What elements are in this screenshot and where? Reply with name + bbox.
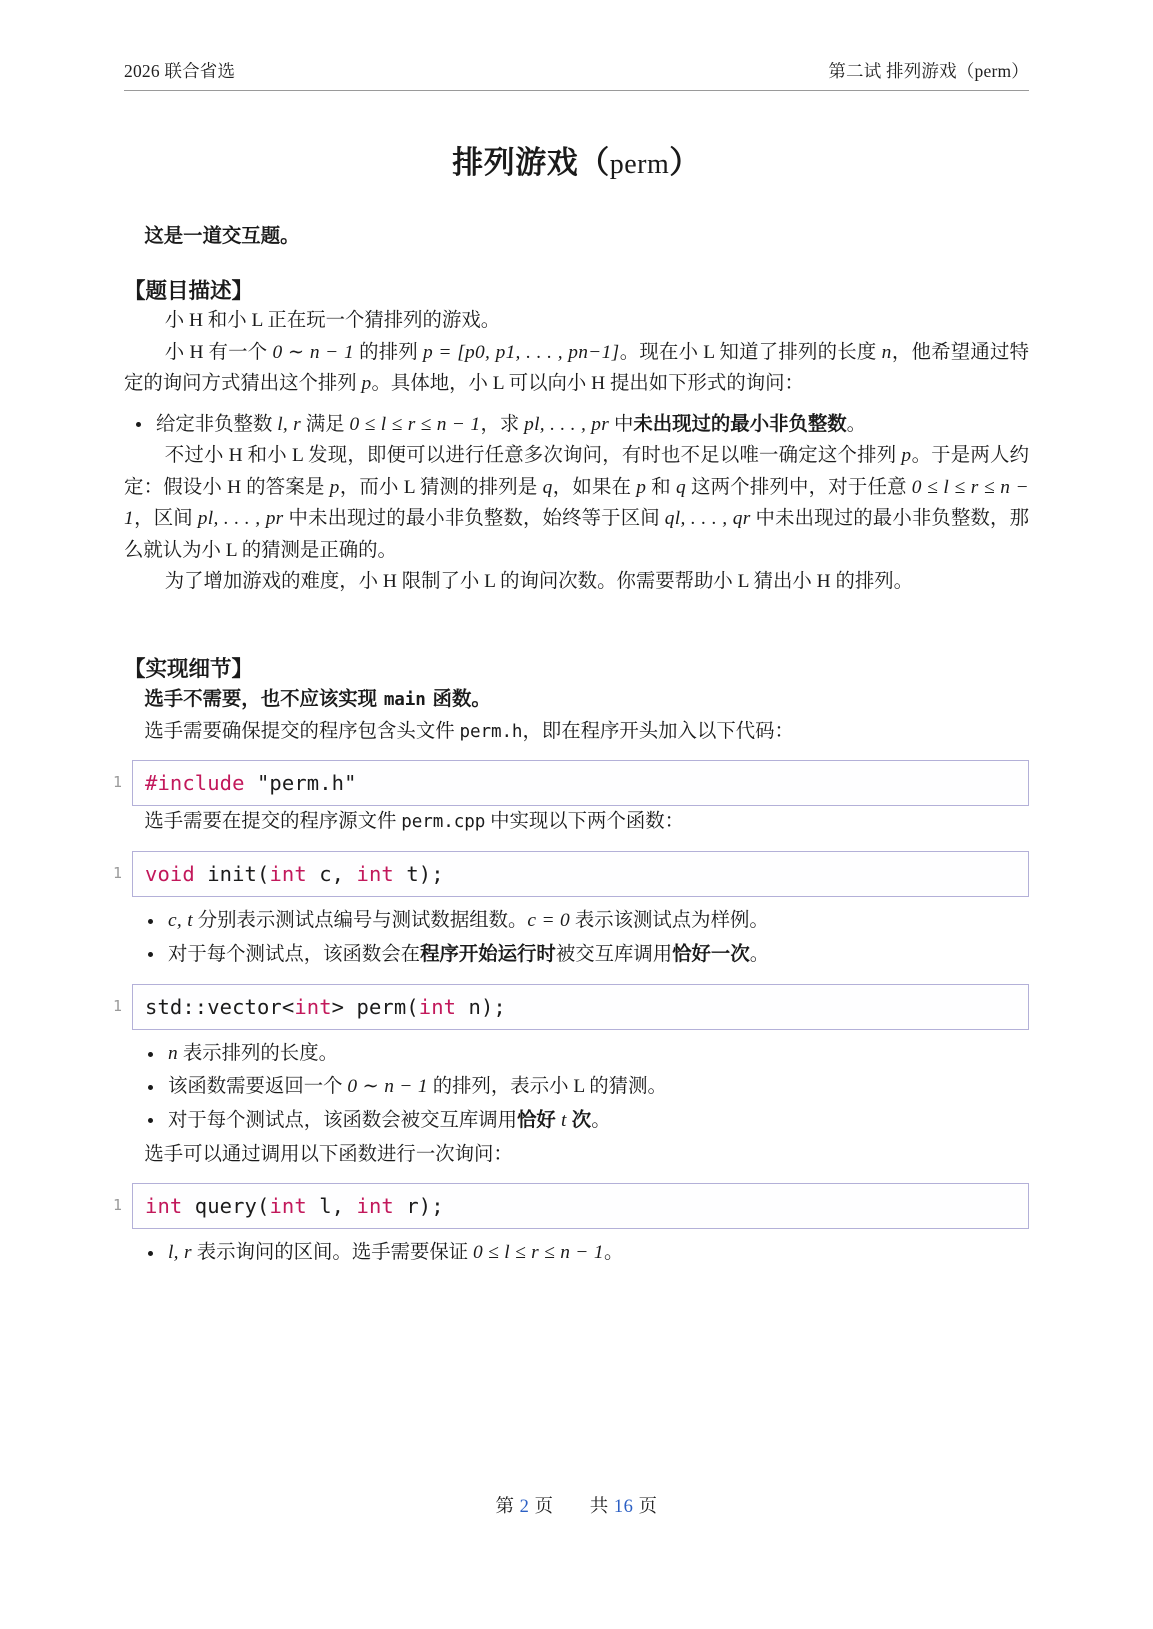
b1-lr: l, r — [277, 413, 302, 435]
desc-p2-d: ，他希望通过特定的询问方式猜出这个排列 — [124, 341, 1030, 395]
perm-b2-b: 的排列，表示小 L 的猜测。 — [427, 1076, 667, 1097]
desc-p3-c: ，而小 L 猜测的排列是 — [339, 476, 543, 498]
footer-total-pages: 16 — [613, 1497, 634, 1517]
main-function-note — [124, 683, 1029, 715]
desc-p3-h: 中未出现过的最小非负整数，始终等于区间 — [283, 508, 665, 530]
code-content[interactable] — [132, 984, 1029, 1030]
perm-b3-b: 。 — [591, 1110, 611, 1132]
description-paragraph-4: 为了增加游戏的难度，小 H 限制了小 L 的询问次数。你需要帮助小 L 猜出小 H 的排列。 — [164, 570, 914, 592]
footer-page-number: 2 — [519, 1497, 530, 1517]
code-token: r); — [393, 1194, 444, 1219]
desc-p3-g: ，区间 — [134, 508, 198, 530]
b1-d: 中 — [609, 413, 634, 435]
main-note-text — [144, 687, 490, 711]
desc-p2-perm: p = [p0, p1, . . . , pn−1] — [423, 341, 620, 363]
code-token: init( — [194, 861, 270, 886]
description-paragraph-3 — [124, 440, 1029, 566]
code-line-number: 1 — [112, 773, 122, 792]
code-block-perm — [100, 984, 1029, 1030]
src-note-file: perm.cpp — [401, 812, 486, 833]
code-token: int — [145, 1194, 183, 1219]
description-paragraph-1: 小 H 和小 L 正在玩一个猜排列的游戏。 — [164, 310, 501, 332]
init-b2-b: 被交互库调用 — [555, 944, 673, 966]
init-b2-emphasis-2: 恰好一次 — [672, 942, 750, 966]
desc-p3-a: 不过小 H 和小 L 发现，即便可以进行任意多次询问，有时也不足以唯一确定这个排列 — [164, 445, 902, 467]
code-token: c, — [306, 861, 357, 886]
header-right-text: 第二试 排列游戏（perm） — [828, 61, 1029, 81]
desc-p3-p: p — [901, 445, 912, 467]
b1-e: 。 — [846, 413, 867, 435]
source-file-note — [124, 806, 1029, 837]
code-token: int — [356, 1194, 394, 1219]
list-item — [124, 1237, 1029, 1268]
b1-cond: 0 ≤ l ≤ r ≤ n − 1 — [349, 413, 481, 435]
src-note-b: 中实现以下两个函数： — [485, 811, 685, 833]
code-token: "perm.h" — [244, 771, 357, 796]
query-call-note: 选手可以通过调用以下函数进行一次询问： — [144, 1143, 513, 1165]
b1-range: pl, . . . , pr — [524, 413, 610, 435]
title-cjk-suffix: ） — [669, 145, 701, 181]
code-token: int — [269, 861, 307, 886]
code-token: int — [294, 994, 332, 1019]
desc-p3-e: 和 — [646, 476, 676, 498]
code-block-init — [100, 851, 1029, 897]
desc-p3-pr: pl, . . . , pr — [197, 508, 284, 530]
perm-b3-t: t — [555, 1110, 572, 1132]
desc-p2-c: 。现在小 L 知道了排列的长度 — [619, 341, 882, 363]
desc-p2-p: p — [361, 373, 372, 395]
hdr-note-file: perm.h — [459, 721, 523, 742]
init-b2-c: 。 — [749, 944, 770, 966]
desc-p2-n: n — [881, 341, 892, 363]
init-description-list — [124, 905, 1029, 971]
perm-b3-emphasis-1: 恰好 — [517, 1108, 556, 1132]
desc-p2-a: 小 H 有一个 — [164, 341, 273, 363]
b1-c: ，求 — [480, 413, 525, 435]
query-b1-lr: l, r — [168, 1242, 192, 1264]
code-line-number: 1 — [112, 1196, 122, 1215]
code-token: > perm( — [331, 994, 419, 1019]
list-item — [124, 938, 1029, 970]
b1-emphasis: 未出现过的最小非负整数 — [633, 411, 847, 435]
footer-total-suffix: 页 — [638, 1497, 658, 1517]
perm-b3-a: 对于每个测试点，该函数会被交互库调用 — [168, 1110, 518, 1132]
interactive-problem-note — [124, 220, 1029, 252]
code-token: void — [145, 861, 195, 886]
init-b1-ceq: c = 0 — [527, 909, 570, 931]
footer-page-suffix: 页 — [534, 1497, 554, 1517]
code-block-include — [100, 760, 1029, 806]
main-note-a: 选手不需要，也不应该实现 — [144, 687, 384, 711]
init-b1-ct: c, t — [168, 909, 193, 931]
code-token: t); — [393, 861, 444, 886]
page-footer — [0, 1492, 1153, 1518]
desc-p3-p3: p — [636, 476, 647, 498]
title-cjk-prefix: 排列游戏（ — [452, 145, 610, 181]
interactive-note-text: 这是一道交互题。 — [144, 224, 300, 247]
init-b2-a: 对于每个测试点，该函数会在 — [168, 944, 421, 966]
desc-p3-f: 这两个排列中，对于任意 — [685, 476, 912, 498]
src-note-a: 选手需要在提交的程序源文件 — [144, 811, 402, 833]
query-description-list — [124, 1237, 1029, 1268]
code-token: n); — [456, 994, 506, 1019]
list-item — [124, 1038, 1029, 1069]
desc-p2-b: 的排列 — [353, 341, 424, 363]
desc-p3-p2: p — [329, 476, 340, 498]
code-block-query — [100, 1183, 1029, 1229]
code-token: int — [356, 861, 394, 886]
page-content — [112, 0, 1030, 1269]
desc-p3-cond: 0 ≤ l ≤ r ≤ n − 1 — [124, 476, 1029, 530]
code-line-number: 1 — [112, 996, 122, 1015]
desc-p3-q: q — [542, 476, 553, 498]
list-item — [124, 905, 1029, 936]
desc-p3-b: 。于是两人约定：假设小 H 的答案是 — [124, 445, 1029, 498]
section-heading-implementation: 【实现细节】 — [124, 657, 254, 683]
code-line-number: 1 — [112, 863, 122, 882]
b1-a: 给定非负整数 — [156, 413, 278, 435]
init-b2-emphasis-1: 程序开始运行时 — [420, 942, 556, 966]
init-b1-a: 分别表示测试点编号与测试数据组数。 — [192, 909, 528, 931]
section-heading-description: 【题目描述】 — [124, 279, 254, 305]
code-content[interactable] — [132, 760, 1029, 806]
header-left-text: 2026 联合省选 — [124, 61, 236, 81]
description-paragraph-2 — [124, 337, 1029, 400]
perm-description-list — [124, 1038, 1029, 1137]
main-note-b: 函数。 — [425, 687, 491, 711]
desc-p3-i: 中未出现过的最小非负整数，那么就认为小 L 的猜测是正确的。 — [124, 508, 1029, 561]
code-content[interactable] — [132, 851, 1029, 897]
perm-b1-n: n — [168, 1042, 178, 1064]
main-note-mono: main — [383, 690, 426, 711]
page-title — [124, 137, 1029, 182]
perm-b3-emphasis-2: 次 — [571, 1108, 592, 1132]
b1-b: 满足 — [301, 413, 350, 435]
list-item — [124, 1071, 1029, 1102]
desc-p3-qr: ql, . . . , qr — [664, 508, 751, 530]
footer-page-prefix: 第 — [495, 1497, 515, 1517]
code-token: int — [269, 1194, 307, 1219]
query-b1-b: 。 — [603, 1242, 624, 1264]
footer-total-prefix: 共 — [589, 1497, 609, 1517]
perm-b2-a: 该函数需要返回一个 — [168, 1076, 348, 1097]
code-token: int — [418, 994, 457, 1019]
list-item — [124, 1104, 1029, 1136]
desc-p2-e: 。具体地，小 L 可以向小 H 提出如下形式的询问： — [371, 373, 804, 395]
hdr-note-b: ，即在程序开头加入以下代码： — [522, 720, 794, 742]
code-token: std::vector< — [145, 994, 295, 1019]
code-token: l, — [306, 1194, 357, 1219]
perm-b2-range: 0 ∼ n − 1 — [347, 1076, 428, 1097]
code-token: query( — [182, 1194, 270, 1219]
running-header — [124, 58, 1029, 91]
query-b1-a: 表示询问的区间。选手需要保证 — [191, 1242, 474, 1264]
init-b1-b: 表示该测试点为样例。 — [569, 909, 769, 931]
desc-p3-d: ，如果在 — [552, 476, 637, 498]
title-latin: perm — [609, 149, 670, 180]
code-content[interactable] — [132, 1183, 1029, 1229]
query-b1-cond: 0 ≤ l ≤ r ≤ n − 1 — [473, 1242, 604, 1264]
desc-p2-range: 0 ∼ n − 1 — [272, 341, 354, 363]
desc-p3-q2: q — [675, 476, 686, 498]
list-item — [124, 408, 1029, 440]
hdr-note-a: 选手需要确保提交的程序包含头文件 — [144, 720, 460, 742]
perm-b1-a: 表示排列的长度。 — [178, 1042, 338, 1064]
query-form-list — [124, 408, 1029, 440]
code-token: #include — [145, 771, 245, 796]
header-include-note — [124, 716, 1029, 747]
